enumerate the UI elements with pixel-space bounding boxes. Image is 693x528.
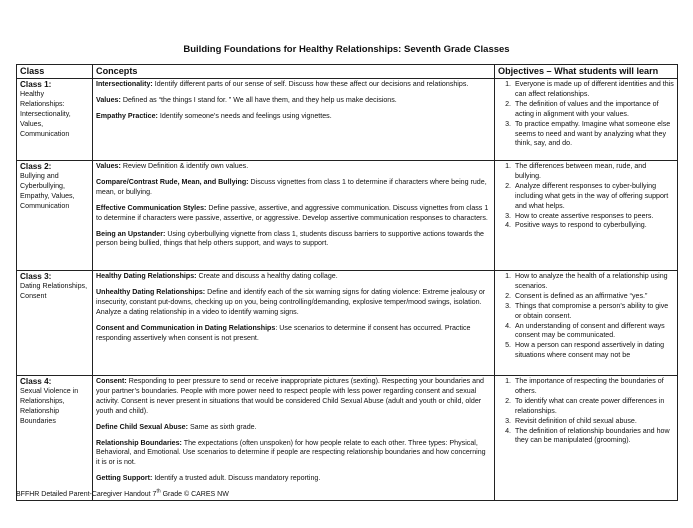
concept-term: Being an Upstander: [96,229,166,238]
concept-item [96,80,491,90]
concepts-cell [93,161,495,271]
concept-term: Consent: [96,377,127,385]
objective-item: 4. An understanding of consent and different ways consent may be communicated. [513,322,674,342]
class-cell [17,376,93,501]
concept-item [96,204,491,224]
curriculum-table [16,64,678,501]
concept-text: Define and identify each of the six warning signs for dating violence: Extreme jealousy or insecurity, constant put-downs, checking up on you, being controlling/demanding, explosive temper/mood swings, isolation. Analyze a dating relationship in a video to identify warning signs. [96,287,486,316]
concept-item [96,96,491,106]
concept-text: Create and discuss a healthy dating collage. [196,272,338,280]
class-topic: Bullying and Cyberbullying, Empathy, Values, Communication [20,172,75,210]
class-cell [17,79,93,161]
header-class: Class [17,65,93,79]
objective-item: 3. To practice empathy. Imagine what someone else seems to need and want by analyzing what they think, say, and do. [513,120,674,150]
concepts-cell [93,376,495,501]
objective-item: 2. To identify what can create power differences in relationships. [513,397,674,417]
concept-term: Intersectionality: [96,80,153,88]
concept-term: Healthy Dating Relationships: [96,272,197,280]
objectives-cell [495,271,678,376]
objective-item: 2. Analyze different responses to cyber-bullying including what gets in the way of offering support and what helps. [513,182,674,212]
concept-item [96,178,491,198]
concept-text: Review Definition & identify own values. [120,162,249,170]
concept-item [96,439,491,469]
class-topic: Healthy Relationships: Intersectionality, Values, Communication [20,90,71,138]
table-header-row [17,65,678,79]
concept-term: Values: [96,162,121,170]
concept-item [96,112,491,122]
concept-item [96,324,491,344]
concept-term: Values: [96,95,121,104]
concept-text: Same as sixth grade. [187,422,257,431]
table-row [17,79,678,161]
concept-item [96,162,491,172]
concept-item [96,288,491,318]
class-cell [17,161,93,271]
objectives-list [498,272,674,361]
concept-text: Defined as “the things I stand for. ” We all have them, and they help us make decisions. [120,95,397,104]
objectives-list [498,162,674,231]
concept-term: Relationship Boundaries: [96,438,182,447]
footer-superscript: th [156,488,161,495]
concept-text: : Use scenarios to determine if consent has occurred. Practice responding assertively when consent is not present. [96,323,471,342]
objectives-cell [495,161,678,271]
objective-item: 1. The importance of respecting the boundaries of others. [513,377,674,397]
objective-item: 5. How a person can respond assertively in dating situations where consent may not be [513,341,674,361]
page-title: Building Foundations for Healthy Relationships: Seventh Grade Classes [183,44,510,55]
class-topic: Sexual Violence in Relationships, Relationship Boundaries [20,387,79,425]
concept-text: The expectations (often unspoken) for how people relate to each other. Three types: Physical, Behavioral, and Emotional. Use scenarios to determine if people are respecting relationship boundaries and how concerning it is or is not. [96,438,486,467]
concept-text: Responding to peer pressure to send or receive inappropriate pictures (sexting). Respecting your boundaries and your partner’s boundaries. People with more power need to respect people with less power regarding consent and sexual activity. Consent is never present in situations that would be considered Child Sexual Abuse (adult and youth or child, older youth and child). [96,377,485,415]
concept-term: Empathy Practice: [96,111,158,120]
header-objectives: Objectives – What students will learn [495,65,678,79]
concept-text: Identify different parts of our sense of self. Discuss how these affect our decisions and relationships. [152,80,469,88]
concept-term: Consent and Communication in Dating Relationships [96,323,276,332]
concepts-cell [93,271,495,376]
concept-term: Getting Support: [96,474,153,483]
objective-item: 3. How to create assertive responses to peers. [513,212,674,222]
concept-text: Identify someone’s needs and feelings using vignettes. [157,111,332,120]
class-title: Class 3: [20,272,52,281]
objective-item: 4. The definition of relationship boundaries and how they can be manipulated (grooming). [513,427,674,447]
concept-item [96,423,491,433]
objective-item: 1. Everyone is made up of different identities and this can affect relationships. [513,80,674,100]
header-concepts: Concepts [93,65,495,79]
class-title: Class 2: [20,162,52,171]
concept-term: Define Child Sexual Abuse: [96,422,188,431]
class-title: Class 1: [20,80,52,89]
concept-text: Discuss vignettes from class 1 to determine if characters where being rude, mean, or bullying. [96,177,487,196]
objective-item: 2. The definition of values and the importance of acting in alignment with your values. [513,100,674,120]
concept-item [96,272,491,282]
footer [16,488,229,498]
objectives-cell [495,376,678,501]
table-row [17,376,678,501]
concepts-cell [93,79,495,161]
class-topic: Dating Relationships, Consent [20,282,88,300]
class-cell [17,271,93,376]
objective-item: 2. Consent is defined as an affirmative “yes.” [513,292,674,302]
class-title: Class 4: [20,377,52,386]
table-row [17,161,678,271]
objective-item: 3. Revisit definition of child sexual abuse. [513,417,674,427]
objectives-list [498,80,674,149]
footer-text: BFFHR Detailed Parent-Caregiver Handout 7 [16,491,157,498]
concept-term: Effective Communication Styles: [96,203,207,212]
objective-item: 1. The differences between mean, rude, and bullying. [513,162,674,182]
concept-item [96,474,491,484]
footer-text-end: Grade © CARES NW [160,491,229,498]
objective-item: 1. How to analyze the health of a relationship using scenarios. [513,272,674,292]
concept-item [96,230,491,250]
concept-term: Unhealthy Dating Relationships: [96,287,206,296]
objective-item: 4. Positive ways to respond to cyberbullying. [513,221,674,231]
objectives-list [498,377,674,446]
objective-item: 3. Things that compromise a person’s ability to give or obtain consent. [513,302,674,322]
concept-text: Define passive, assertive, and aggressive communication. Discuss vignettes from class 1 to determine if characters were passive, assertive, or aggressive. Develop assertive communication responses to characters. [96,203,489,222]
table-row [17,271,678,376]
objectives-cell [495,79,678,161]
concept-item [96,377,491,417]
concept-text: Using cyberbullying vignette from class 1, students discuss barriers to supportive actions towards the person being bullied, things that help others support, and ways to support. [96,229,484,248]
concept-text: Identify a trusted adult. Discuss mandatory reporting. [152,474,321,483]
concept-term: Compare/Contrast Rude, Mean, and Bullying: [96,177,249,186]
